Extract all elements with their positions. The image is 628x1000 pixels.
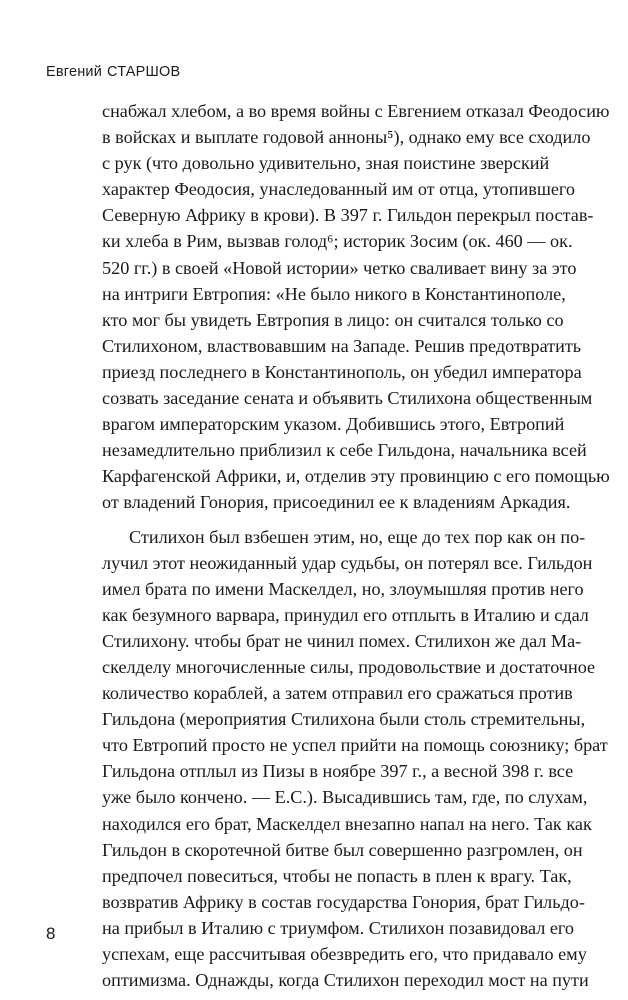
text-line: на прибыл в Италию с триумфом. Стилихон позавидовал его xyxy=(102,917,575,938)
paragraph-1 xyxy=(102,98,610,516)
text-line: Северную Африку в крови). В 397 г. Гильдон перекрыл постав- xyxy=(102,205,594,226)
body-text xyxy=(102,98,610,993)
paragraph-2 xyxy=(102,524,608,994)
text-line: Стилихону. чтобы брат не чинил помех. Стилихон же дал Ма- xyxy=(102,630,582,651)
text-line: как безумного варвара, принудил его отплыть в Италию и сдал xyxy=(102,604,589,625)
running-head xyxy=(46,64,180,80)
text-line: успехам, еще рассчитывая обезвредить его, что придавало ему xyxy=(102,944,587,964)
text-line: от владений Гонория, присоединил ее к владениям Аркадия. xyxy=(102,492,571,513)
text-line: характер Феодосия, унаследованный им от отца, утопившего xyxy=(102,179,576,200)
text-line: Гильдон в скоротечной битве был совершенно разгромлен, он xyxy=(102,839,583,860)
text-line: незамедлительно приблизил к себе Гильдона, начальника всей xyxy=(102,440,587,461)
text-line: оптимизма. Однажды, когда Стилихон переходил мост на пути xyxy=(102,970,589,991)
text-line: имел брата по имени Маскелдел, но, злоумышляя против него xyxy=(102,578,584,599)
text-line: созвать заседание сената и объявить Стилихона общественным xyxy=(102,388,593,409)
text-line: снабжал хлебом, а во время войны с Евгением отказал Феодосию xyxy=(102,101,610,121)
text-line: ки хлеба в Рим, вызвав голод⁶; историк Зосим (ок. 460 — ок. xyxy=(102,231,573,252)
text-line: врагом императорским указом. Добившись этого, Евтропий xyxy=(102,414,565,435)
author-last-name: СТАРШОВ xyxy=(107,64,181,80)
text-line: на интриги Евтропия: «Не было никого в Константинополе, xyxy=(102,283,566,304)
text-line: Гильдона (мероприятия Стилихона были столь стремительны, xyxy=(102,709,586,730)
text-line: предпочел повеситься, чтобы не попасть в плен к врагу. Так, xyxy=(102,865,572,886)
text-line: количество кораблей, а затем отправил его сражаться против xyxy=(102,683,573,704)
text-line: приезд последнего в Константинополь, он убедил императора xyxy=(102,361,582,382)
paragraph-gap xyxy=(102,516,542,524)
text-line: лучил этот неожиданный удар судьбы, он потерял все. Гильдон xyxy=(102,552,593,573)
text-line: Стилихон был взбешен этим, но, еще до тех пор как он по- xyxy=(129,526,586,547)
text-line: уже было кончено. — Е.С.). Высадившись там, где, по слухам, xyxy=(102,787,588,808)
text-line: скелделу многочисленные силы, продовольствие и достаточное xyxy=(102,656,596,677)
text-line: возвратив Африку в состав государства Гонория, брат Гильдо- xyxy=(102,891,585,912)
text-line: находился его брат, Маскелдел внезапно напал на него. Так как xyxy=(102,813,592,834)
text-line: с рук (что довольно удивительно, зная поистине зверский xyxy=(102,153,550,174)
text-line: 520 гг.) в своей «Новой истории» четко сваливает вину за это xyxy=(102,257,577,278)
text-line: в войсках и выплате годовой анноны⁵), однако ему все сходило xyxy=(102,127,591,148)
author-first-name: Евгений xyxy=(46,64,103,80)
text-line: Стилихоном, властвовавшим на Западе. Решив предотвратить xyxy=(102,335,582,356)
text-line: что Евтропий просто не успел прийти на помощь союзнику; брат xyxy=(102,735,608,756)
text-line: кто мог бы увидеть Евтропия в лицо: он считался только со xyxy=(102,309,564,330)
text-line: Гильдона отплыл из Пизы в ноябре 397 г., а весной 398 г. все xyxy=(102,761,574,782)
text-line: Карфагенской Африки, и, отделив эту провинцию с его помощью xyxy=(102,466,610,487)
page-number: 8 xyxy=(46,924,56,943)
